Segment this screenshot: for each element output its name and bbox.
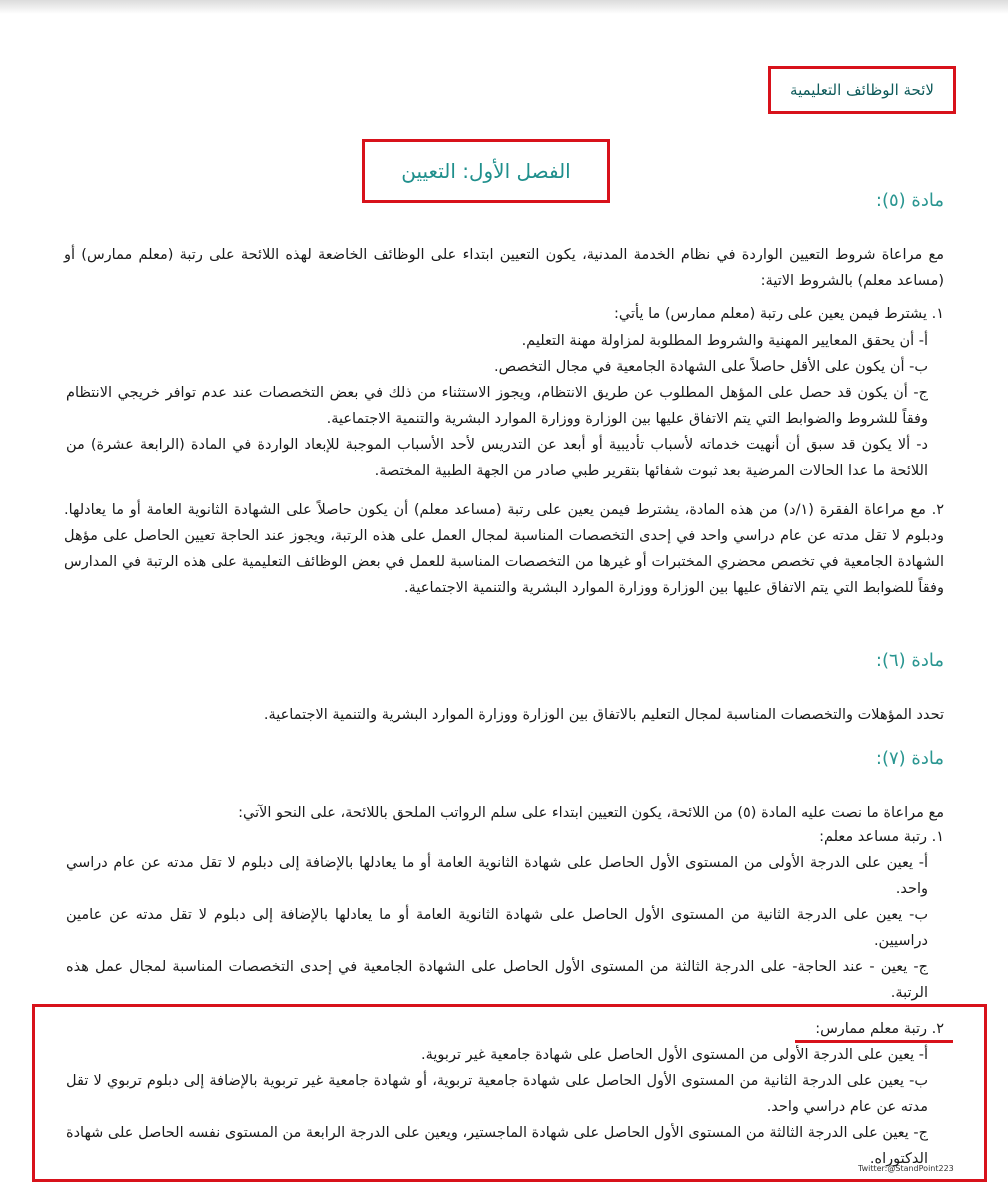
article-5-item-1-d: د- ألا يكون قد سبق أن أنهيت خدماته لأسباب تأديبية أو أبعد عن التدريس لأحد الأسباب الموجبة للإبعاد الواردة في المادة (الرابعة عشرة) من اللائحة ما عدا الحالات المرضية بعد ثبوت شفائها بتقرير طبي صادر من الجهة الطبية المختصة. <box>66 437 928 479</box>
chapter-title: الفصل الأول: التعيين <box>401 159 571 183</box>
article-7-rank-1-c: ج- يعين - عند الحاجة- على الدرجة الثالثة من المستوى الأول الحاصل على الشهادة الجامعية في إحدى التخصصات المناسبة لمجال عمل هذه الرتبة. <box>66 959 928 1001</box>
article-7-rank-2-b: ب- يعين على الدرجة الثانية من المستوى الأول الحاصل على شهادة جامعية تربوية، أو شهادة جامعية غير تربوية بالإضافة إلى دبلوم تربوي لا تقل مدته عن عام دراسي واحد. <box>66 1073 928 1115</box>
article-6-heading: مادة (٦): <box>875 650 944 671</box>
watermark: Twitter:@StandPoint223 <box>858 1164 954 1173</box>
article-5-item-1-b: ب- أن يكون على الأقل حاصلاً على الشهادة الجامعية في مجال التخصص. <box>494 359 928 375</box>
article-7-heading: مادة (٧): <box>875 748 944 769</box>
article-7-rank-1-title: ١. رتبة مساعد معلم: <box>819 829 944 845</box>
article-7-rank-2-a: أ- يعين على الدرجة الأولى من المستوى الأول الحاصل على شهادة جامعية غير تربوية. <box>421 1047 928 1063</box>
doc-title: لائحة الوظائف التعليمية <box>790 81 934 99</box>
top-shadow-divider <box>0 0 1008 14</box>
article-5-item-1-a: أ- أن يحقق المعايير المهنية والشروط المطلوبة لمزاولة مهنة التعليم. <box>521 333 928 349</box>
article-7-rank-1-b: ب- يعين على الدرجة الثانية من المستوى الأول الحاصل على شهادة الثانوية العامة أو ما يعادلها بالإضافة إلى دبلوم لا تقل مدته عن عامين دراسيين. <box>66 907 928 949</box>
article-5-item-1-title: ١. يشترط فيمن يعين على رتبة (معلم ممارس) ما يأتي: <box>614 306 944 322</box>
article-7-rank-1-a: أ- يعين على الدرجة الأولى من المستوى الأول الحاصل على شهادة الثانوية العامة أو ما يعادلها بالإضافة إلى دبلوم لا تقل مدته عن عام دراسي واحد. <box>66 855 928 897</box>
article-5-item-2: ٢. مع مراعاة الفقرة (١/د) من هذه المادة، يشترط فيمن يعين على رتبة (مساعد معلم) أن يكون حاصلاً على الشهادة الثانوية العامة أو ما يعادلها. ودبلوم لا تقل مدته عن عام دراسي واحد في إحدى التخصصات المناسبة لمجال العمل على هذه الرتبة، ويجوز عند الحاجة تعيين الحاصل على مؤهل الشهادة الجامعية في تخصص محضري المختبرات أو غيرها من التخصصات المناسبة للعمل في بعض الوظائف التعليمية على هذه الرتبة في المدارس وفقاً للضوابط التي يتم الاتفاق عليها بين الوزارة ووزارة الموارد البشرية والتنمية الاجتماعية. <box>64 502 944 596</box>
article-7-rank-2-c: ج- يعين على الدرجة الثالثة من المستوى الأول الحاصل على شهادة الماجستير، ويعين على الدرجة الرابعة من المستوى نفسه الحاصل على شهادة الدكتوراه. <box>66 1125 928 1167</box>
article-5-intro: مع مراعاة شروط التعيين الواردة في نظام الخدمة المدنية، يكون التعيين ابتداء على الوظائف الخاضعة لهذه اللائحة على رتبة (معلم ممارس) أو (مساعد معلم) بالشروط الاتية: <box>64 247 944 289</box>
article-7-rank-2-title: ٢. رتبة معلم ممارس: <box>815 1021 944 1037</box>
article-6-text: تحدد المؤهلات والتخصصات المناسبة لمجال التعليم بالاتفاق بين الوزارة ووزارة الموارد البشرية والتنمية الاجتماعية. <box>263 707 944 723</box>
article-7-intro: مع مراعاة ما نصت عليه المادة (٥) من اللائحة، يكون التعيين ابتداء على سلم الرواتب الملحق باللائحة، على النحو الآتي: <box>238 805 944 821</box>
article-5-item-1-c: ج- أن يكون قد حصل على المؤهل المطلوب عن طريق الانتظام، ويجوز الاستثناء من ذلك في بعض التخصصات عند عدم توافر خريجي الانتظام وفقاً للشروط والضوابط التي يتم الاتفاق عليها بين الوزارة ووزارة الموارد البشرية والتنمية الاجتماعية. <box>66 385 928 427</box>
article-5-heading: مادة (٥): <box>875 190 944 211</box>
